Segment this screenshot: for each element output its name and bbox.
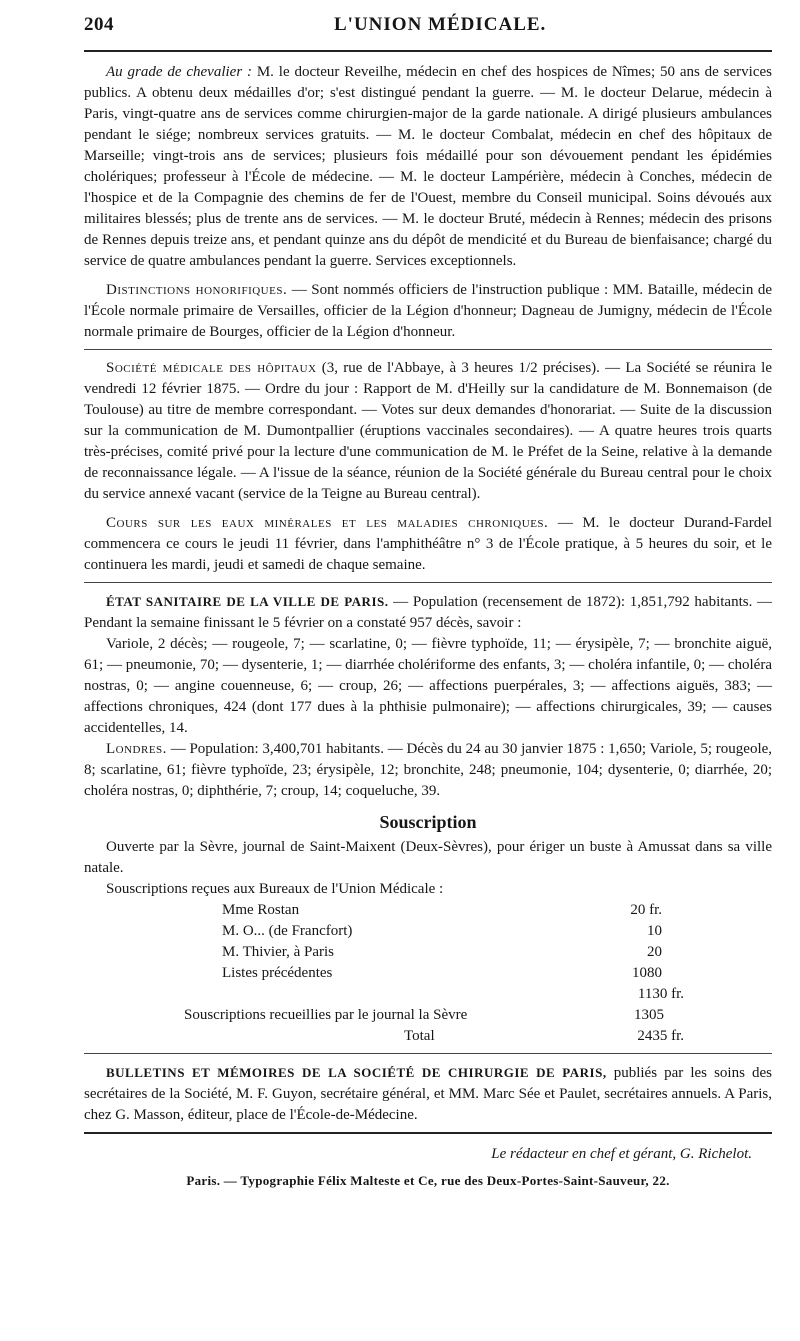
distinctions-paragraph	[84, 280, 772, 343]
souscription-row-label: M. Thivier, à Paris	[222, 944, 335, 960]
souscription-row-label: Listes précédentes	[222, 965, 333, 981]
londres-paragraph	[84, 739, 772, 802]
printer-imprint: Paris. — Typographie Félix Malteste et Ce, rue des Deux-Portes-Saint-Sauveur, 22.	[186, 1173, 670, 1188]
londres-lead: Londres.	[106, 741, 167, 757]
sevre-row	[84, 1005, 772, 1026]
distinctions-lead: Distinctions honorifiques.	[106, 282, 288, 298]
section-divider	[84, 349, 772, 350]
distinctions-text: — Sont nommés officiers de l'instruction publique : MM. Bataille, médecin de l'École normale primaire de Versailles, officier de la Légion d'honneur; Dagneau de Jumigny, médecin de l'École normale primaire de Bourges, officier de la Légion d'honneur.	[84, 282, 773, 340]
footer-rule	[84, 1132, 772, 1134]
souscription-received: Souscriptions reçues aux Bureaux de l'Union Médicale :	[106, 881, 444, 897]
bulletins-lead: BULLETINS ET MÉMOIRES DE LA SOCIÉTÉ DE CHIRURGIE DE PARIS,	[106, 1065, 607, 1080]
souscription-row-amount: 20 fr.	[630, 902, 662, 918]
sevre-label: Souscriptions recueillies par le journal la Sèvre	[184, 1007, 468, 1023]
societe-lead: Société médicale des hôpitaux	[106, 360, 317, 376]
page-header	[84, 14, 772, 44]
souscription-intro: Ouverte par la Sèvre, journal de Saint-Maixent (Deux-Sèvres), pour ériger un buste à Amussat dans sa ville natale.	[84, 839, 772, 876]
bulletins-text: publiés par les soins des secrétaires de la Société, M. F. Guyon, secrétaire général, et MM. Marc Sée et Paulet, secrétaires annuels. A Paris, chez G. Masson, éditeur, place de l'École-de-Médecine.	[84, 1065, 773, 1123]
chevalier-paragraph	[84, 62, 772, 272]
total-amount: 2435 fr.	[637, 1028, 684, 1044]
cours-text: — M. le docteur Durand-Fardel commencera ce cours le jeudi 11 février, dans l'amphithéâtre n° 3 de l'École pratique, à 5 heures du soir, et le continuera les mardi, jeudi et samedi de chaque semaine.	[84, 515, 773, 573]
chevalier-lead: Au grade de chevalier :	[106, 64, 252, 80]
souscription-row	[84, 942, 772, 963]
journal-title: L'UNION MÉDICALE.	[334, 14, 547, 35]
etat-text: — Population (recensement de 1872): 1,851,792 habitants. — Pendant la semaine finissant le 5 février on a constaté 957 décès, savoir :	[84, 594, 772, 631]
londres-text: — Population: 3,400,701 habitants. — Décès du 24 au 30 janvier 1875 : 1,650; Variole, 5; rougeole, 8; scarlatine, 61; fièvre typhoïde, 23; érysipèle, 12; bronchite, 248; pneumonie, 104; dysenterie, 0; diarrhée, 20; choléra nostras, 0; diphthérie, 7; croup, 14; coqueluche, 39.	[84, 741, 773, 799]
page-number: 204	[84, 14, 114, 35]
section-divider	[84, 582, 772, 583]
editor-signature: Le rédacteur en chef et gérant, G. Richelot.	[491, 1146, 752, 1162]
etat-lead: ÉTAT SANITAIRE DE LA VILLE DE PARIS.	[106, 594, 389, 609]
header-rule	[84, 50, 772, 52]
souscription-row	[84, 921, 772, 942]
societe-paragraph	[84, 358, 772, 505]
souscription-title: Souscription	[379, 812, 477, 832]
total-label: Total	[404, 1028, 435, 1044]
cours-lead: Cours sur les eaux minérales et les maladies chroniques.	[106, 515, 549, 531]
bulletins-paragraph	[84, 1062, 772, 1126]
societe-text: (3, rue de l'Abbaye, à 3 heures 1/2 précises). — La Société se réunira le vendredi 12 février 1875. — Ordre du jour : Rapport de M. d'Heilly sur la candidature de M. Bonnemaison (de Toulouse) au titre de membre correspondant. — Votes sur deux demandes d'honorariat. — Suite de la discussion sur la communication de M. Dumontpallier (éruptions vaccinales secondaires). — A quatre heures trois quarts très-précises, comité privé pour la lecture d'une communication de M. le Préfet de la Seine, relative à la demande de reconnaissance légale. — A l'issue de la séance, réunion de la Société générale du Bureau central pour le choix du service annexé vacant (service de la Teigne au Bureau central).	[84, 360, 773, 502]
souscription-row	[84, 900, 772, 921]
cours-paragraph	[84, 513, 772, 576]
souscription-row-amount: 20	[647, 944, 662, 960]
souscription-row-label: M. O... (de Francfort)	[222, 923, 353, 939]
souscription-row-amount: 1080	[632, 965, 662, 981]
section-divider	[84, 1053, 772, 1054]
etat-paragraph	[84, 591, 772, 634]
sevre-amount: 1305	[634, 1007, 664, 1023]
souscription-row-label: Mme Rostan	[222, 902, 300, 918]
total-row	[84, 1026, 772, 1047]
chevalier-text: M. le docteur Reveilhe, médecin en chef des hospices de Nîmes; 50 ans de services publics. A obtenu deux médailles d'or; s'est distingué pendant la guerre. — M. le docteur Delarue, médecin à Paris, vingt-quatre ans de services comme chirurgien-major de la garde nationale. A dirigé plusieurs ambulances pendant le siége; nombreux services gratuits. — M. le docteur Combalat, médecin en chef des hôpitaux de Marseille; vingt-trois ans de services; plusieurs fois médaillé pour son dévouement pendant les épidémies cholériques; professeur à l'École de médecine. — M. le docteur Lampérière, médecin à Conches, médecin de l'hospice et de la Compagnie des chemins de fer de l'Ouest, membre du Conseil municipal. Soins dévoués aux militaires blessés; plus de trente ans de services. — M. le docteur Bruté, médecin à Rennes; médecin des prisons de Rennes depuis treize ans, et pendant quinze ans du dépôt de mendicité et du Bureau de bienfaisance; chargé du service de quatre ambulances pendant la guerre. Services exceptionnels.	[84, 64, 772, 269]
souscription-row	[84, 963, 772, 984]
subtotal-row	[84, 984, 772, 1005]
souscription-row-amount: 10	[647, 923, 662, 939]
etat-list: Variole, 2 décès; — rougeole, 7; — scarlatine, 0; — fièvre typhoïde, 11; — érysipèle, 7; — bronchite aiguë, 61; — pneumonie, 70; — dysenterie, 1; — diarrhée cholériforme des enfants, 3; — choléra infantile, 0; — choléra nostras, 0; — angine couenneuse, 6; — croup, 26; — affections puerpérales, 3; — affections aiguës, 383; — affections chroniques, 424 (dont 177 dues à la phthisie pulmonaire); — affections chirurgicales, 39; — causes accidentelles, 14.	[84, 636, 772, 736]
souscription-list	[84, 900, 772, 984]
subtotal-amount: 1130 fr.	[637, 986, 684, 1002]
